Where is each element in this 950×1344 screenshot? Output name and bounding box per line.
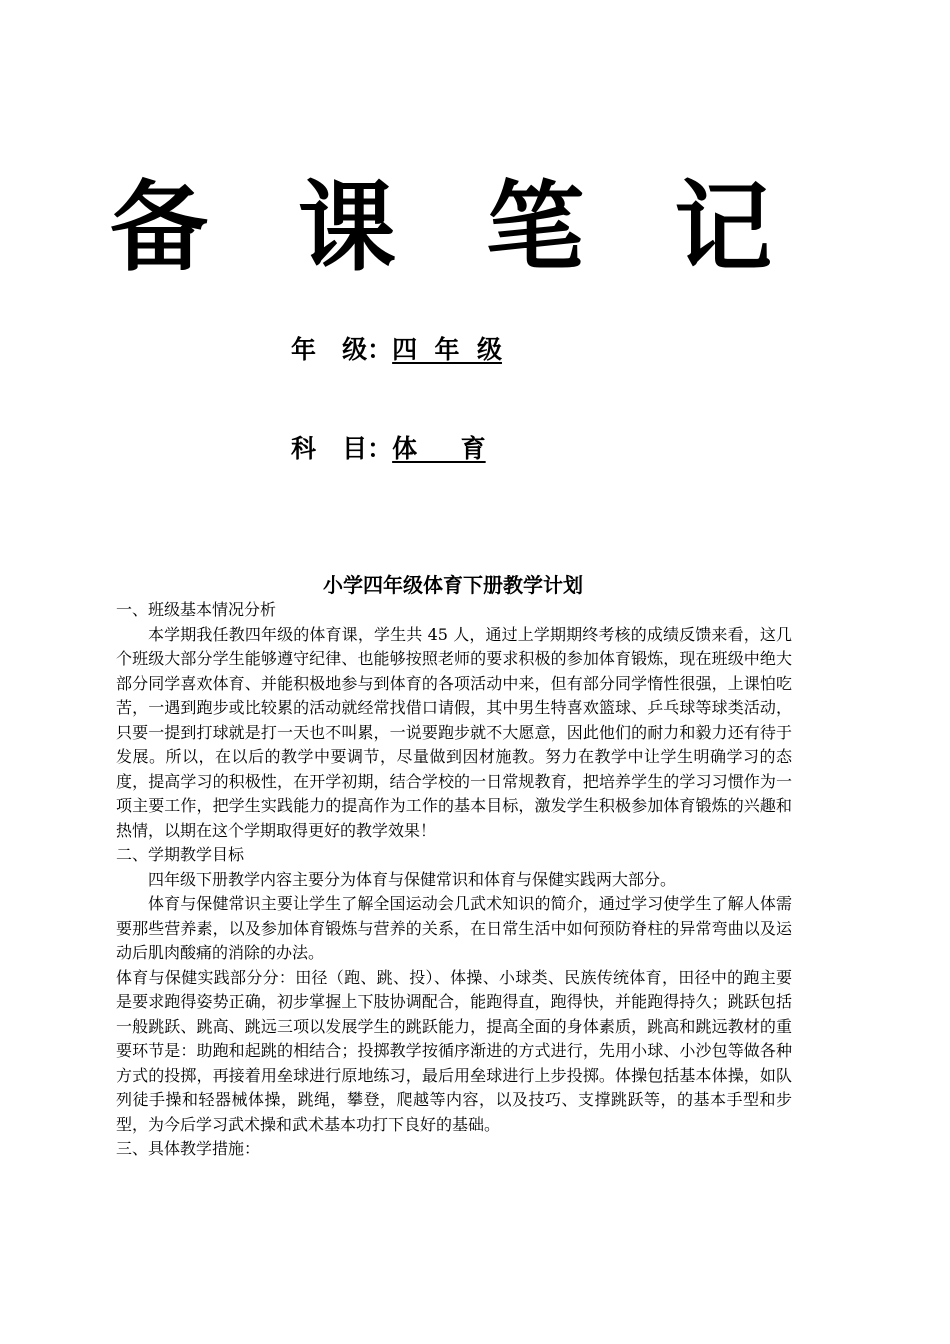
subject-line	[291, 432, 486, 466]
section3-heading: 三、具体教学措施：	[116, 1139, 261, 1158]
grade-value: 四 年 级	[392, 335, 502, 364]
section2-paragraph-3: 体育与保健实践部分分：田径（跑、跳、投）、体操、小球类、民族传统体育，田径中的跑主要是要求跑得姿势正确，初步掌握上下肢协调配合，能跑得直，跑得快，并能跑得持久；跳跃包括一般跳跃、跳高、跳远三项以发展学生的跳跃能力，提高全面的身体素质，跳高和跳远教材的重要环节是：助跑和起跳的相结合；投掷教学按循序渐进的方式进行，先用小球、小沙包等做各种方式的投掷，再接着用垒球进行原地练习，最后用垒球进行上步投掷。体操包括基本体操，如队列徒手操和轻器械体操，跳绳，攀登，爬越等内容，以及技巧、支撑跳跃等，的基本手型和步型，为今后学习武术操和武术基本功打下良好的基础。	[116, 967, 792, 1134]
section2-paragraph-1: 四年级下册教学内容主要分为体育与保健常识和体育与保健实践两大部分。	[148, 869, 677, 889]
cover-title: 备 课 笔 记	[109, 171, 801, 285]
grade-label: 年 级：	[291, 335, 393, 364]
section2-paragraph-2: 体育与保健常识主要让学生了解全国运动会几武术知识的简介，通过学习使学生了解人体需要那些营养素，以及参加体育锻炼与营养的关系，在日常生活中如何预防脊柱的异常弯曲以及运动后肌肉酸痛的消除的办法。	[116, 894, 792, 962]
plan-content	[116, 598, 792, 1162]
grade-line	[291, 333, 502, 367]
section1-paragraph: 本学期我任教四年级的体育课，学生共 45 人，通过上学期期终考核的成绩反馈来看，这几个班级大部分学生能够遵守纪律、也能够按照老师的要求积极的参加体育锻炼，现在班级中绝大部分同学喜欢体育、并能积极地参与到体育的各项活动中来，但有部分同学惰性很强，上课怕吃苦，一遇到跑步或比较累的活动就经常找借口请假，其中男生特喜欢篮球、乒乓球等球类活动，只要一提到打球就是打一天也不叫累，一说要跑步就不大愿意，因此他们的耐力和毅力还有待于发展。所以，在以后的教学中要调节，尽量做到因材施教。努力在教学中让学生明确学习的态度，提高学习的积极性，在开学初期，结合学校的一日常规教育，把培养学生的学习习惯作为一项主要工作，把学生实践能力的提高作为工作的基本目标，激发学生积极参加体育锻炼的兴趣和热情，以期在这个学期取得更好的教学效果！	[116, 624, 792, 840]
subject-label: 科 目：	[291, 434, 393, 463]
section2-heading: 二、学期教学目标	[116, 845, 245, 864]
plan-title: 小学四年级体育下册教学计划	[323, 573, 583, 597]
section1-heading: 一、班级基本情况分析	[116, 600, 277, 619]
subject-value: 体 育	[392, 434, 486, 463]
